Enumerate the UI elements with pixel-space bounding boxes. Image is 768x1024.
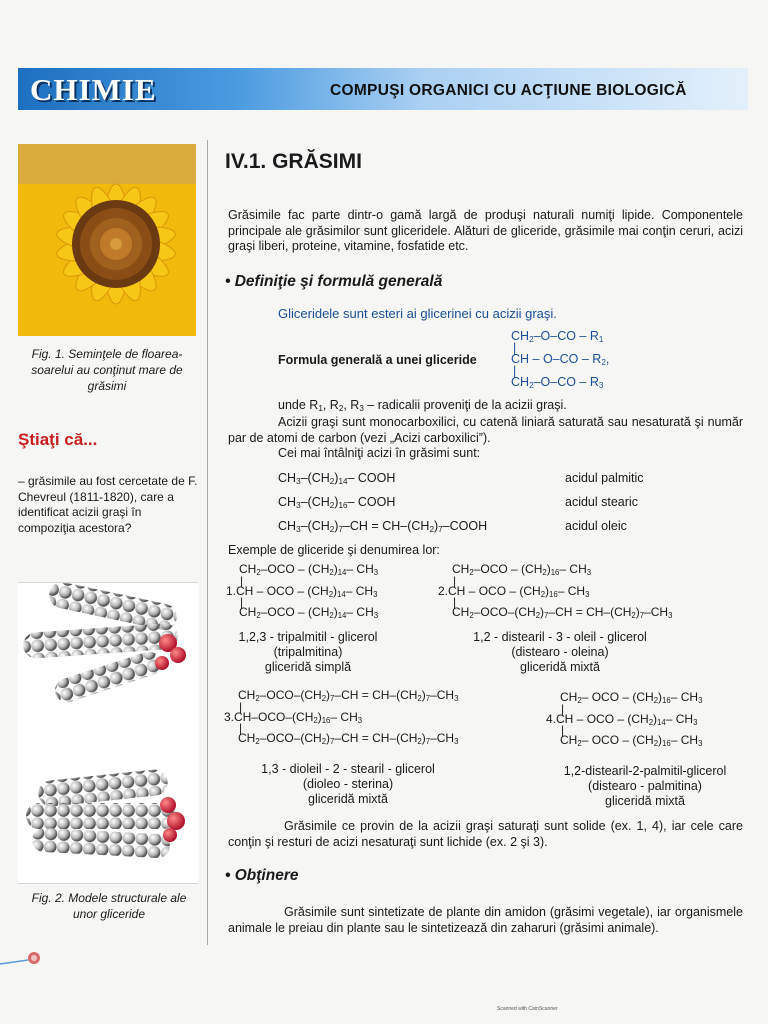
glyceride-2-formula: $CH_2$–OCO – $(CH_2)_{16}-$ $CH_3$ | 2.CH – OCO – $(CH_2)_{16}-$ $CH_3$ | $CH_2-OCO-(CH_2)_7-CH = CH-(CH_2)_7-CH_3$ (438, 562, 673, 620)
acid-formula: $CH_3-(CH_2)_7-CH$ = $CH-(CH_2)_7$–COOH (278, 519, 488, 535)
header-subtitle: COMPUŞI ORGANICI CU ACŢIUNE BIOLOGICĂ (330, 82, 687, 99)
glyceride-1-caption (238, 630, 378, 675)
glyceride-alt-name: (dioleo - sterina) (302, 777, 394, 791)
general-formula-label: Formula generală a unei gliceride (278, 353, 477, 367)
glyceride-type: gliceridă mixtă (605, 794, 685, 808)
definition-text: Gliceridele sunt esteri ai glicerinei cu acizii graşi. (278, 306, 557, 321)
acid-name: acidul palmitic (565, 471, 644, 485)
acid-formula: $CH_3-(CH_2)_{14}-$ COOH (278, 471, 396, 487)
fatty-acids-description (228, 415, 743, 462)
glyceride-model-2 (26, 768, 185, 858)
glyceride-type: gliceridă mixtă (308, 792, 388, 806)
glyceride-type: gliceridă simplă (264, 660, 352, 674)
scanner-watermark: Scanned with CamScanner (497, 1006, 558, 1012)
glyceride-alt-name: (distearo - oleina) (511, 645, 609, 659)
glyceride-model-1 (22, 583, 186, 705)
glyceride-2-caption (455, 630, 665, 675)
page-corner-ornament (0, 950, 50, 970)
glyceride-alt-name: (distearo - palmitina) (588, 779, 702, 793)
acid-formula: $CH_3-(CH_2)_{16}-$ COOH (278, 495, 396, 511)
glyceride-4-caption (545, 764, 745, 809)
column-divider (207, 140, 208, 945)
glyceride-alt-name: (tripalmitina) (273, 645, 343, 659)
section-title: IV.1. GRĂSIMI (225, 150, 362, 173)
figure-1-caption: Fig. 1. Seminţele de floarea-soarelui au conţinut mare de grăsimi (31, 347, 183, 393)
figure-2-caption: Fig. 2. Modele structurale ale unor gliceride (31, 891, 187, 921)
definition-heading: • Definiţie şi formulă generală (225, 273, 443, 290)
glyceride-1-formula: $CH_2$–OCO – $(CH_2)_{14}-$ $CH_3$ | 1.CH – OCO – $(CH_2)_{14}-$ $CH_3$ | $CH_2$–OCO – $(CH_2)_{14}-$ $CH_3$ (226, 562, 379, 620)
acids-list-intro: Cei mai întâlniţi acizi în grăsimi sunt: (278, 446, 481, 460)
glyceride-number: 4. (546, 711, 557, 726)
glyceride-name: 1,2 - distearil - 3 - oleil - glicerol (473, 630, 647, 644)
intro-paragraph: Grăsimile fac parte dintr-o gamă largă de produşi naturali numiţi lipide. Componentele principale ale grăsimilor sunt gliceridele. Alături de gliceride, grăsimile mai conţin ceruri, acizi graşi liberi, proteine, vitamine, fosfatide etc. (228, 208, 743, 253)
glyceride-4-formula: $CH_2-$ OCO – $(CH_2)_{16}-$ $CH_3$ | 4.CH – OCO – $(CH_2)_{14}-$ $CH_3$ | $CH_2-$ OCO – $(CH_2)_{16}-$ $CH_3$ (546, 690, 703, 748)
sunflower-image (18, 144, 196, 336)
glyceride-name: 1,3 - dioleil - 2 - stearil - glicerol (261, 762, 435, 776)
glyceride-name: 1,2,3 - tripalmitil - glicerol (238, 630, 378, 644)
acid-name: acidul oleic (565, 519, 627, 533)
acid-name: acidul stearic (565, 495, 638, 509)
examples-heading: Exemple de gliceride şi denumirea lor: (228, 543, 440, 557)
physical-state-paragraph: Grăsimile ce provin de la acizii graşi saturaţi sunt solide (ex. 1, 4), iar cele care conţin şi resturi de acizi nesaturaţi sunt lichide (ex. 2 şi 3). (228, 819, 743, 849)
header-title: CHIMIE (30, 72, 157, 107)
general-formula: $CH_2-O-CO - R_1$ | CH – $O-CO - R_2$, | $CH_2-O-CO - R_3$ (511, 329, 610, 391)
glyceride-number: 2. (438, 583, 449, 598)
glyceride-models-image (18, 582, 198, 884)
glyceride-number: 3. (224, 709, 235, 724)
obtaining-heading: • Obţinere (225, 867, 299, 884)
fatty-acids-text: Acizii graşi sunt monocarboxilici, cu catenă liniară saturată sau nesaturată şi număr par de atomi de carbon (vezi „Acizi carboxilici”). (228, 415, 743, 445)
glyceride-3-formula: $CH_2-OCO-(CH_2)_7-CH = CH-(CH_2)_7-CH_3$ | $3.CH-OCO-(CH_2)_{16}-$ $CH_3$ | $CH_2-OCO-(CH_2)_7-CH = CH-(CH_2)_7-CH_3$ (224, 688, 459, 746)
radicals-text: unde $R_1$, $R_2$, $R_3$ – radicalii proveniţi de la acizii graşi. (278, 398, 567, 414)
did-you-know-text: – grăsimile au fost cercetate de F. Chevreul (1811-1820), care a identificat acizii graşi în compoziţia acestora? (18, 474, 198, 535)
obtaining-paragraph: Grăsimile sunt sintetizate de plante din amidon (grăsimi vegetale), iar organismele animale le preiau din plante sau le sintetizează din zaharuri (grăsimi animale). (228, 905, 743, 935)
glyceride-type: gliceridă mixtă (520, 660, 600, 674)
did-you-know-heading: Ştiaţi că... (18, 430, 98, 449)
glyceride-3-caption (258, 762, 438, 807)
glyceride-number: 1. (226, 583, 237, 598)
glyceride-name: 1,2-distearil-2-palmitil-glicerol (563, 764, 727, 778)
